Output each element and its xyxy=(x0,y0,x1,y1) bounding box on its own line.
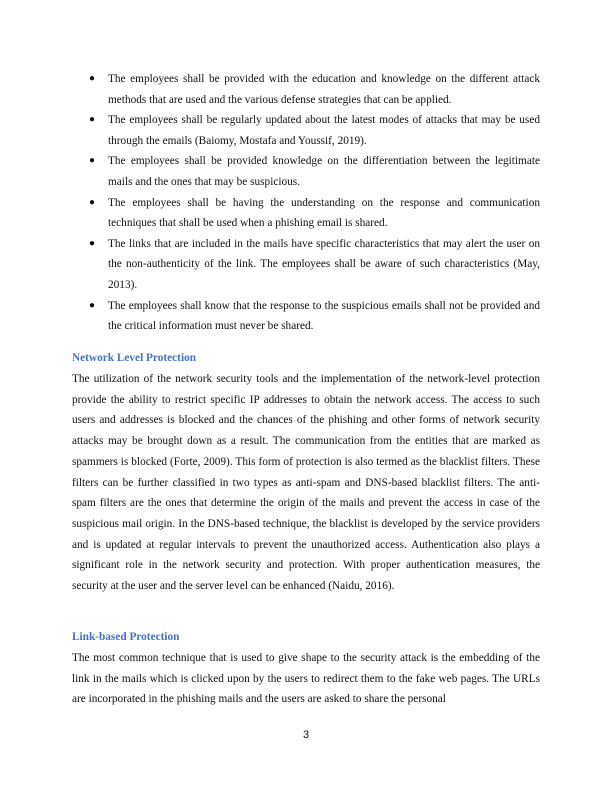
bullet-icon: ● xyxy=(89,196,96,208)
list-item-text: The employees shall be provided knowledge on the differentiation between the legitimate mails and the ones that may be suspicious. xyxy=(108,155,540,188)
bullet-icon: ● xyxy=(89,237,96,249)
bullet-list xyxy=(72,69,540,337)
list-item xyxy=(72,296,540,337)
list-item xyxy=(72,151,540,192)
list-item-text: The employees shall be provided with the education and knowledge on the different attack methods that are used and the various defense strategies that can be applied. xyxy=(108,73,540,106)
page-number: 3 xyxy=(302,729,310,741)
section-heading-link-based-protection: Link-based Protection xyxy=(72,631,180,643)
bullet-icon: ● xyxy=(89,73,96,84)
list-item xyxy=(72,110,540,151)
list-item-text: The employees shall be having the understanding on the response and communication techniques that shall be used when a phishing email is shared. xyxy=(108,196,540,230)
list-item xyxy=(72,193,540,234)
bullet-icon: ● xyxy=(89,155,96,167)
list-item xyxy=(72,69,540,110)
section-body-network-level-protection: The utilization of the network security tools and the implementation of the network-level protection provide the ability to restrict specific IP addresses to obtain the network access. The access to such users and addresses is blocked and the chances of the phishing and other forms of network security attacks may be brought down as a result. The communication from the entities that are marked as spammers is blocked (Forte, 2009). This form of protection is also termed as the blacklist filters. These filters can be further classified in two types as anti-spam and DNS-based blacklist filters. The anti-spam filters are the ones that determine the origin of the mails and prevent the access in case of the suspicious mail origin. In the DNS-based technique, the blacklist is developed by the service providers and is updated at regular intervals to prevent the unauthorized access. Authentication also plays a significant role in the network security and protection. With proper authentication measures, the security at the user and the server level can be enhanced (Naidu, 2016). xyxy=(72,373,540,593)
bullet-icon: ● xyxy=(89,299,96,311)
list-item-text: The employees shall be regularly updated about the latest modes of attacks that may be used through the emails (Baiomy, Mostafa and Youssif, 2019). xyxy=(108,114,540,147)
list-item-text: The links that are included in the mails have specific characteristics that may alert the user on the non-authenticity of the link. The employees shall be aware of such characteristics (May, 2013). xyxy=(108,237,540,291)
bullet-icon: ● xyxy=(89,114,96,126)
list-item-text: The employees shall know that the response to the suspicious emails shall not be provided and the critical information must never be shared. xyxy=(108,299,540,333)
section-body-link-based-protection: The most common technique that is used to give shape to the security attack is the embedding of the link in the mails which is clicked upon by the users to redirect them to the fake web pages. The URLs are incorporated in the phishing mails and the users are asked to share the personal xyxy=(72,652,540,706)
section-heading-network-level-protection: Network Level Protection xyxy=(72,352,197,364)
list-item xyxy=(72,234,540,296)
